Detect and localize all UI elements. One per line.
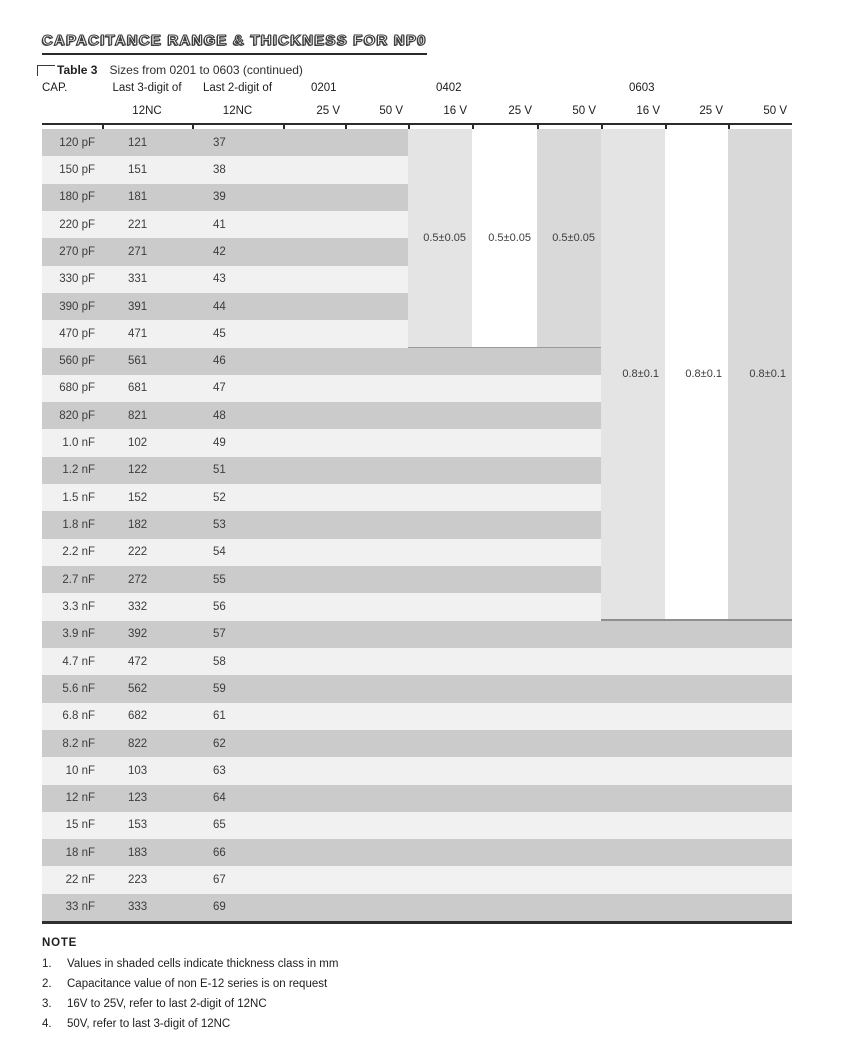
note-number: 1. [42, 958, 52, 970]
cap-cell: 680 pF [59, 382, 95, 395]
cap-cell: 2.7 nF [62, 573, 95, 586]
cap-cell: 1.8 nF [62, 519, 95, 532]
table-row [42, 320, 408, 347]
cap-cell: 560 pF [59, 355, 95, 368]
code2-cell: 43 [213, 273, 226, 286]
cap-cell: 180 pF [59, 191, 95, 204]
note-text: 50V, refer to last 3-digit of 12NC [67, 1018, 231, 1030]
header-0402-16v: 16 V [443, 105, 467, 117]
code3-cell: 332 [128, 600, 148, 613]
code2-cell: 59 [213, 682, 226, 695]
table-caption-text: Sizes from 0201 to 0603 (continued) [109, 63, 303, 77]
code2-cell: 48 [213, 409, 226, 422]
code3-cell: 561 [128, 355, 148, 368]
cap-cell: 820 pF [59, 409, 95, 422]
thickness-cell-0603-16v: 0.8±0.1 [601, 129, 665, 621]
code3-cell: 821 [128, 409, 148, 422]
code3-cell: 333 [128, 901, 148, 914]
table-row [42, 511, 601, 538]
cap-cell: 12 nF [65, 792, 95, 805]
code3-cell: 103 [128, 764, 148, 777]
code2-cell: 58 [213, 655, 226, 668]
code3-cell: 121 [128, 136, 148, 149]
cap-cell: 6.8 nF [62, 710, 95, 723]
header-0603-50v: 50 V [763, 105, 787, 117]
code3-cell: 392 [128, 628, 148, 641]
cap-cell: 2.2 nF [62, 546, 95, 559]
cap-cell: 15 nF [65, 819, 95, 832]
table-row [42, 566, 601, 593]
header-0603-25v: 25 V [699, 105, 723, 117]
table-row [42, 675, 792, 702]
code2-cell: 69 [213, 901, 226, 914]
code3-cell: 123 [128, 792, 148, 805]
header-0402-50v: 50 V [572, 105, 596, 117]
thickness-cell-0402-50v: 0.5±0.05 [537, 129, 601, 348]
table-row [42, 593, 601, 620]
table-caption-label: Table 3 [57, 63, 98, 77]
note-text: Values in shaded cells indicate thickness class in mm [67, 958, 339, 970]
code2-cell: 51 [213, 464, 226, 477]
code2-cell: 37 [213, 136, 226, 149]
cap-cell: 8.2 nF [62, 737, 95, 750]
code2-cell: 66 [213, 846, 226, 859]
note-number: 3. [42, 998, 52, 1010]
thickness-cell-0402-25v: 0.5±0.05 [472, 129, 537, 348]
thickness-cell-0603-25v: 0.8±0.1 [665, 129, 728, 621]
code3-cell: 471 [128, 327, 148, 340]
cap-cell: 18 nF [65, 846, 95, 859]
cap-cell: 470 pF [59, 327, 95, 340]
header-last3-line2: 12NC [132, 105, 162, 117]
code2-cell: 67 [213, 874, 226, 887]
table-row [42, 621, 792, 648]
code2-cell: 65 [213, 819, 226, 832]
code3-cell: 183 [128, 846, 148, 859]
table-bottom-rule [42, 921, 792, 924]
note-item [42, 1018, 338, 1031]
table-row [42, 293, 408, 320]
code3-cell: 681 [128, 382, 148, 395]
code3-cell: 272 [128, 573, 148, 586]
cap-cell: 10 nF [65, 764, 95, 777]
cap-cell: 3.3 nF [62, 600, 95, 613]
cap-cell: 4.7 nF [62, 655, 95, 668]
header-0402-25v: 25 V [508, 105, 532, 117]
table-caption [37, 63, 303, 77]
table-row [42, 894, 792, 921]
table-row [42, 238, 408, 265]
code3-cell: 682 [128, 710, 148, 723]
code2-cell: 62 [213, 737, 226, 750]
header-0201-50v: 50 V [379, 105, 403, 117]
cap-cell: 270 pF [59, 245, 95, 258]
code3-cell: 153 [128, 819, 148, 832]
table-row [42, 539, 601, 566]
note-heading: NOTE [42, 937, 78, 949]
thickness-cell-0402-16v: 0.5±0.05 [408, 129, 472, 348]
table-row [42, 730, 792, 757]
table-row [42, 184, 408, 211]
cap-cell: 3.9 nF [62, 628, 95, 641]
code3-cell: 102 [128, 437, 148, 450]
table-row [42, 156, 408, 183]
table-row [42, 211, 408, 238]
table-body [42, 129, 792, 921]
table-row [42, 866, 792, 893]
code2-cell: 52 [213, 491, 226, 504]
header-size-0603: 0603 [629, 82, 655, 94]
cap-cell: 1.2 nF [62, 464, 95, 477]
code2-cell: 38 [213, 163, 226, 176]
code2-cell: 53 [213, 519, 226, 532]
code3-cell: 122 [128, 464, 148, 477]
code3-cell: 181 [128, 191, 148, 204]
code2-cell: 55 [213, 573, 226, 586]
note-number: 2. [42, 978, 52, 990]
cap-cell: 5.6 nF [62, 682, 95, 695]
table-row [42, 266, 408, 293]
code2-cell: 44 [213, 300, 226, 313]
note-text: Capacitance value of non E-12 series is on request [67, 978, 328, 990]
thickness-cell-0603-50v: 0.8±0.1 [728, 129, 792, 621]
header-last3-line1: Last 3-digit of [112, 82, 182, 94]
table-row [42, 457, 601, 484]
code2-cell: 56 [213, 600, 226, 613]
note-text: 16V to 25V, refer to last 2-digit of 12NC [67, 998, 267, 1010]
code2-cell: 45 [213, 327, 226, 340]
header-size-0201: 0201 [311, 82, 337, 94]
code3-cell: 331 [128, 273, 148, 286]
header-rule [42, 123, 792, 125]
code2-cell: 42 [213, 245, 226, 258]
header-0201-25v: 25 V [316, 105, 340, 117]
cap-cell: 390 pF [59, 300, 95, 313]
code2-cell: 63 [213, 764, 226, 777]
header-last2-line2: 12NC [222, 105, 253, 117]
table-row [42, 429, 601, 456]
code2-cell: 46 [213, 355, 226, 368]
code2-cell: 57 [213, 628, 226, 641]
cap-cell: 220 pF [59, 218, 95, 231]
table-row [42, 348, 601, 375]
code3-cell: 822 [128, 737, 148, 750]
cap-cell: 22 nF [65, 874, 95, 887]
code3-cell: 182 [128, 519, 148, 532]
table-header [42, 82, 792, 122]
table-row [42, 484, 601, 511]
note-number: 4. [42, 1018, 52, 1030]
code2-cell: 47 [213, 382, 226, 395]
code2-cell: 61 [213, 710, 226, 723]
code3-cell: 152 [128, 491, 148, 504]
code3-cell: 222 [128, 546, 148, 559]
table-row [42, 839, 792, 866]
note-section [42, 937, 338, 1038]
code3-cell: 221 [128, 218, 148, 231]
cap-cell: 120 pF [59, 136, 95, 149]
code2-cell: 54 [213, 546, 226, 559]
note-item [42, 998, 338, 1011]
code3-cell: 562 [128, 682, 148, 695]
note-item [42, 978, 338, 991]
cap-cell: 1.0 nF [62, 437, 95, 450]
header-0603-16v: 16 V [636, 105, 660, 117]
code3-cell: 151 [128, 163, 148, 176]
page-title: CAPACITANCE RANGE & THICKNESS FOR NP0 [42, 32, 427, 55]
code3-cell: 472 [128, 655, 148, 668]
header-size-0402: 0402 [436, 82, 462, 94]
header-cap: CAP. [42, 82, 68, 94]
table-row [42, 757, 792, 784]
table-row [42, 402, 601, 429]
cap-cell: 33 nF [65, 901, 95, 914]
table-row [42, 375, 601, 402]
note-item [42, 958, 338, 971]
code2-cell: 41 [213, 218, 226, 231]
cap-cell: 330 pF [59, 273, 95, 286]
code3-cell: 271 [128, 245, 148, 258]
code2-cell: 64 [213, 792, 226, 805]
cap-cell: 1.5 nF [62, 491, 95, 504]
corner-bracket-icon [37, 65, 55, 76]
header-last2-line1: Last 2-digit of [202, 82, 273, 94]
table-row [42, 812, 792, 839]
code2-cell: 49 [213, 437, 226, 450]
table-row [42, 785, 792, 812]
table-row [42, 703, 792, 730]
code2-cell: 39 [213, 191, 226, 204]
cap-cell: 150 pF [59, 163, 95, 176]
table-row [42, 648, 792, 675]
code3-cell: 223 [128, 874, 148, 887]
table-row [42, 129, 408, 156]
code3-cell: 391 [128, 300, 148, 313]
